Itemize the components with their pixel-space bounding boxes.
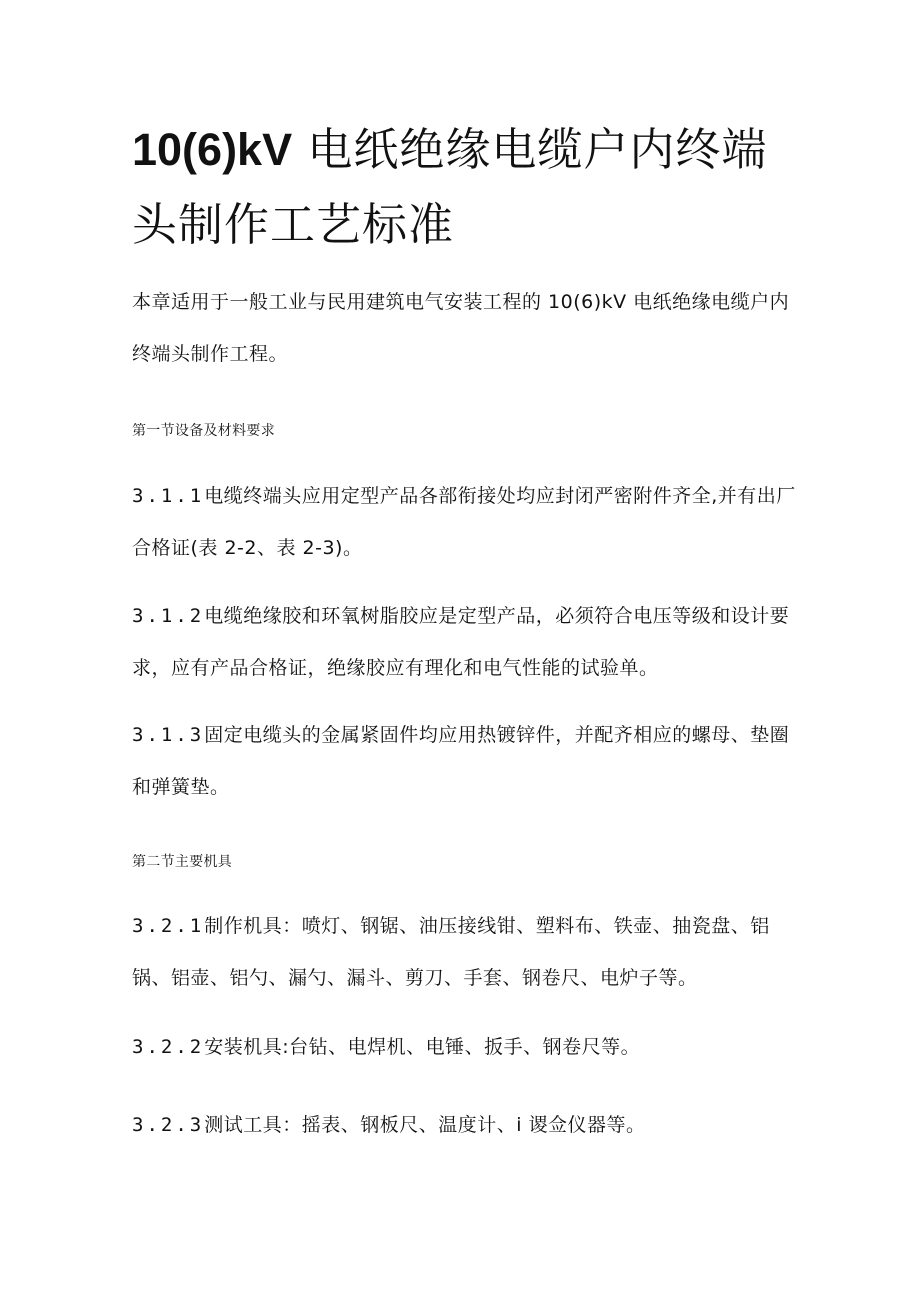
intro-paragraph: 本章适用于一般工业与民用建筑电气安装工程的 10(6)kV 电纸绝缘电缆户内终端头制作工程。 <box>132 291 790 365</box>
title-voltage: 10(6)kV <box>132 124 293 175</box>
clause-3-2-3 <box>132 1099 804 1151</box>
clause-number: 3.1.3 <box>132 724 205 746</box>
clause-number: 3.2.1 <box>132 915 205 937</box>
clause-text: 电缆终端头应用定型产品各部衔接处均应封闭严密附件齐全,并有出厂合格证(表 2-2、表 2-3)。 <box>132 485 796 559</box>
clause-number: 3.1.2 <box>132 605 205 627</box>
clause-number: 3.2.3 <box>132 1114 205 1136</box>
clause-number: 3.1.1 <box>132 485 205 507</box>
clause-3-1-1 <box>132 470 804 574</box>
clause-3-2-1 <box>132 900 804 1004</box>
clause-3-1-2 <box>132 590 804 694</box>
clause-3-1-3 <box>132 709 804 813</box>
clause-3-2-2 <box>132 1021 804 1073</box>
clause-number: 3.2.2 <box>132 1036 205 1058</box>
clause-text: 安装机具:台钻、电焊机、电锤、扳手、钢卷尺等。 <box>204 1036 641 1058</box>
clause-text: 电缆绝缘胶和环氧树脂胶应是定型产品，必须符合电压等级和设计要求，应有产品合格证，绝缘胶应有理化和电气性能的试验单。 <box>132 605 790 679</box>
title-text: 电纸绝缘电缆户内终端头制作工艺标准 <box>132 123 768 251</box>
document-title <box>132 112 812 262</box>
section-heading-materials: 第一节设备及材料要求 <box>132 423 275 439</box>
clause-text: 测试工具：摇表、钢板尺、温度计、i 谡佥仪器等。 <box>204 1114 646 1136</box>
clause-text: 制作机具：喷灯、钢锯、油压接线钳、塑料布、铁壶、抽瓷盘、铝锅、铝壶、铝勺、漏勺、漏斗、剪刀、手套、钢卷尺、电炉子等。 <box>132 915 770 989</box>
section-heading-tools: 第二节主要机具 <box>132 854 233 870</box>
clause-text: 固定电缆头的金属紧固件均应用热镀锌件，并配齐相应的螺母、垫圈和弹簧垫。 <box>132 724 790 798</box>
